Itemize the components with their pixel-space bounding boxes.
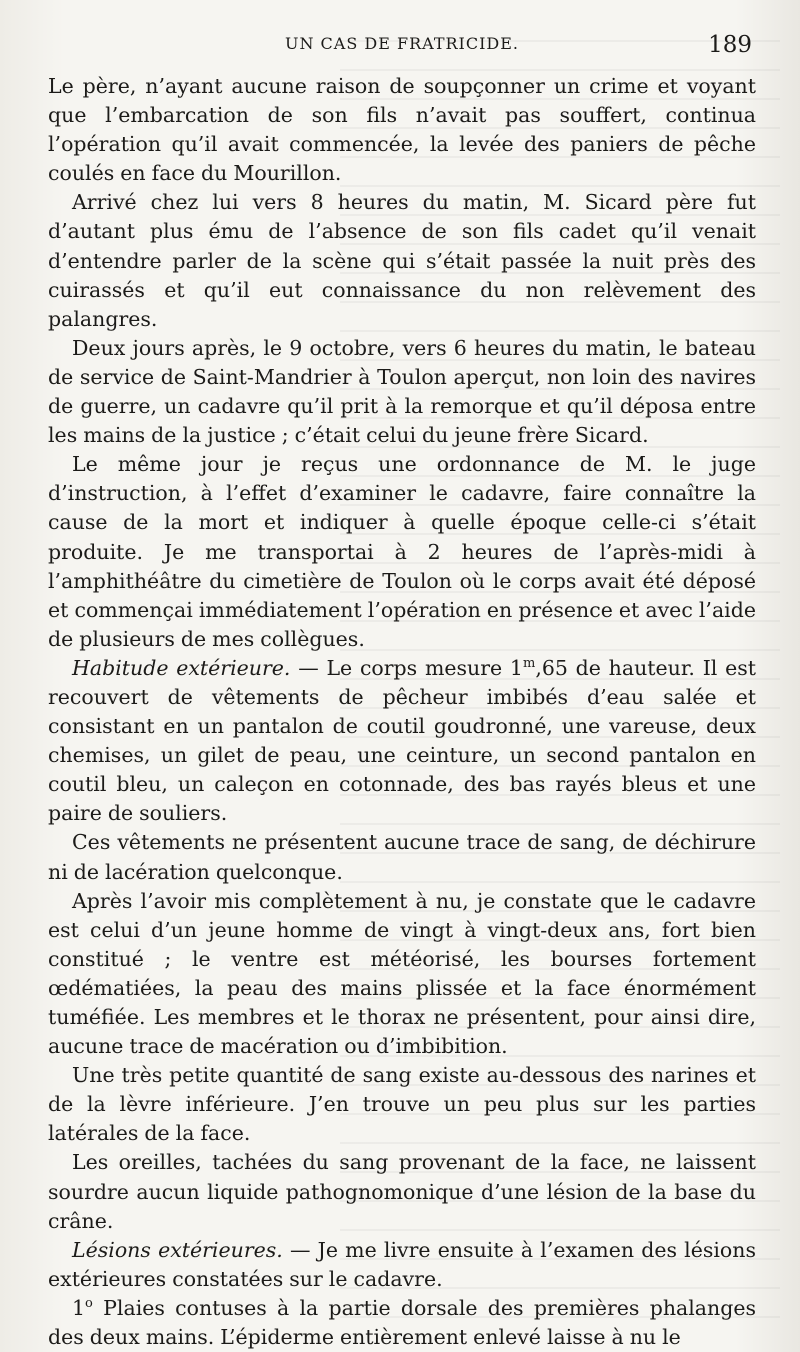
final-paragraph-text: Plaies contuses à la partie dorsale des premières phalanges des deux mains. L’épiderme entièrement enlevé laisse à nu le xyxy=(48,1295,756,1350)
paragraph-5: Ces vêtements ne présentent aucune trace de sang, de déchirure ni de lacération quelconque. xyxy=(48,830,756,884)
body-text xyxy=(48,72,756,1352)
paragraph-6: Après l’avoir mis complètement à nu, je constate que le cadavre est celui d’un jeune homme de vingt à vingt-deux ans, fort bien constitué ; le ventre est météorisé, les bourses fortement œdématiées, la peau des mains plissée et la face énormément tuméfiée. Les membres et le thorax ne présentent, pour ainsi dire, aucune trace de macération ou d’imbibition. xyxy=(48,888,756,1059)
paragraph-7: Une très petite quantité de sang existe au-dessous des narines et de la lèvre inférieure. J’en trouve un peu plus sur les parties latérales de la face. xyxy=(48,1063,756,1146)
page-number: 189 xyxy=(708,32,752,58)
list-number-sup: o xyxy=(85,1296,93,1312)
habitude-text-b: ,65 de hauteur. Il est recouvert de vêtements de pêcheur imbibés d’eau salée et consistant en un pantalon de coutil goudronné, une vareuse, deux chemises, un gilet de peau, une ceinture, un second pantalon en coutil bleu, un caleçon en cotonnade, des bas rayés bleus et une paire de souliers. xyxy=(48,655,756,826)
habitude-text-a: — Le corps mesure 1 xyxy=(290,655,523,680)
paragraph-1: Le père, n’ayant aucune raison de soupçonner un crime et voyant que l’embarcation de son fils n’avait pas souffert, continua l’opération qu’il avait commencée, la levée des paniers de pêche coulés en face du Mourillon. xyxy=(48,74,756,186)
paragraph-3: Deux jours après, le 9 octobre, vers 6 heures du matin, le bateau de service de Saint-Mandrier à Toulon aperçut, non loin des navires de guerre, un cadavre qu’il prit à la remorque et qu’il déposa entre les mains de la justice ; c’était celui du jeune frère Sicard. xyxy=(48,335,756,448)
habitude-unit-sup: m xyxy=(522,656,536,672)
paragraph-4: Le même jour je reçus une ordonnance de M. le juge d’instruction, à l’effet d’examiner le cadavre, faire connaître la cause de la mort et indiquer à quelle époque celle-ci s’était produite. Je me transportai à 2 heures de l’après-midi à l’amphithéâtre du cimetière de Toulon où le corps avait été déposé et commençai immédiatement l’opération en présence et avec l’aide de plusieurs de mes collègues. xyxy=(48,452,756,651)
section-lead-lesions: Lésions extérieures. xyxy=(72,1237,283,1262)
section-lead-habitude: Habitude extérieure. xyxy=(72,655,291,680)
paragraph-habitude xyxy=(48,654,756,829)
running-head xyxy=(48,34,756,58)
list-number: 1 xyxy=(72,1295,86,1320)
paragraph-8: Les oreilles, tachées du sang provenant de la face, ne laissent sourdre aucun liquide pathognomonique d’une lésion de la base du crâne. xyxy=(48,1150,756,1233)
running-title: UN CAS DE FRATRICIDE. xyxy=(284,34,520,53)
paragraph-final xyxy=(48,1294,756,1352)
paragraph-lesions xyxy=(48,1236,756,1294)
paragraph-2: Arrivé chez lui vers 8 heures du matin, M. Sicard père fut d’autant plus ému de l’absence de son fils cadet qu’il venait d’entendre parler de la scène qui s’était passée la nuit près des cuirassés et qu’il eut connaissance du non relèvement des palangres. xyxy=(48,190,756,331)
lesions-text: — Je me livre ensuite à l’examen des lésions extérieures constatées sur le cadavre. xyxy=(48,1237,756,1291)
